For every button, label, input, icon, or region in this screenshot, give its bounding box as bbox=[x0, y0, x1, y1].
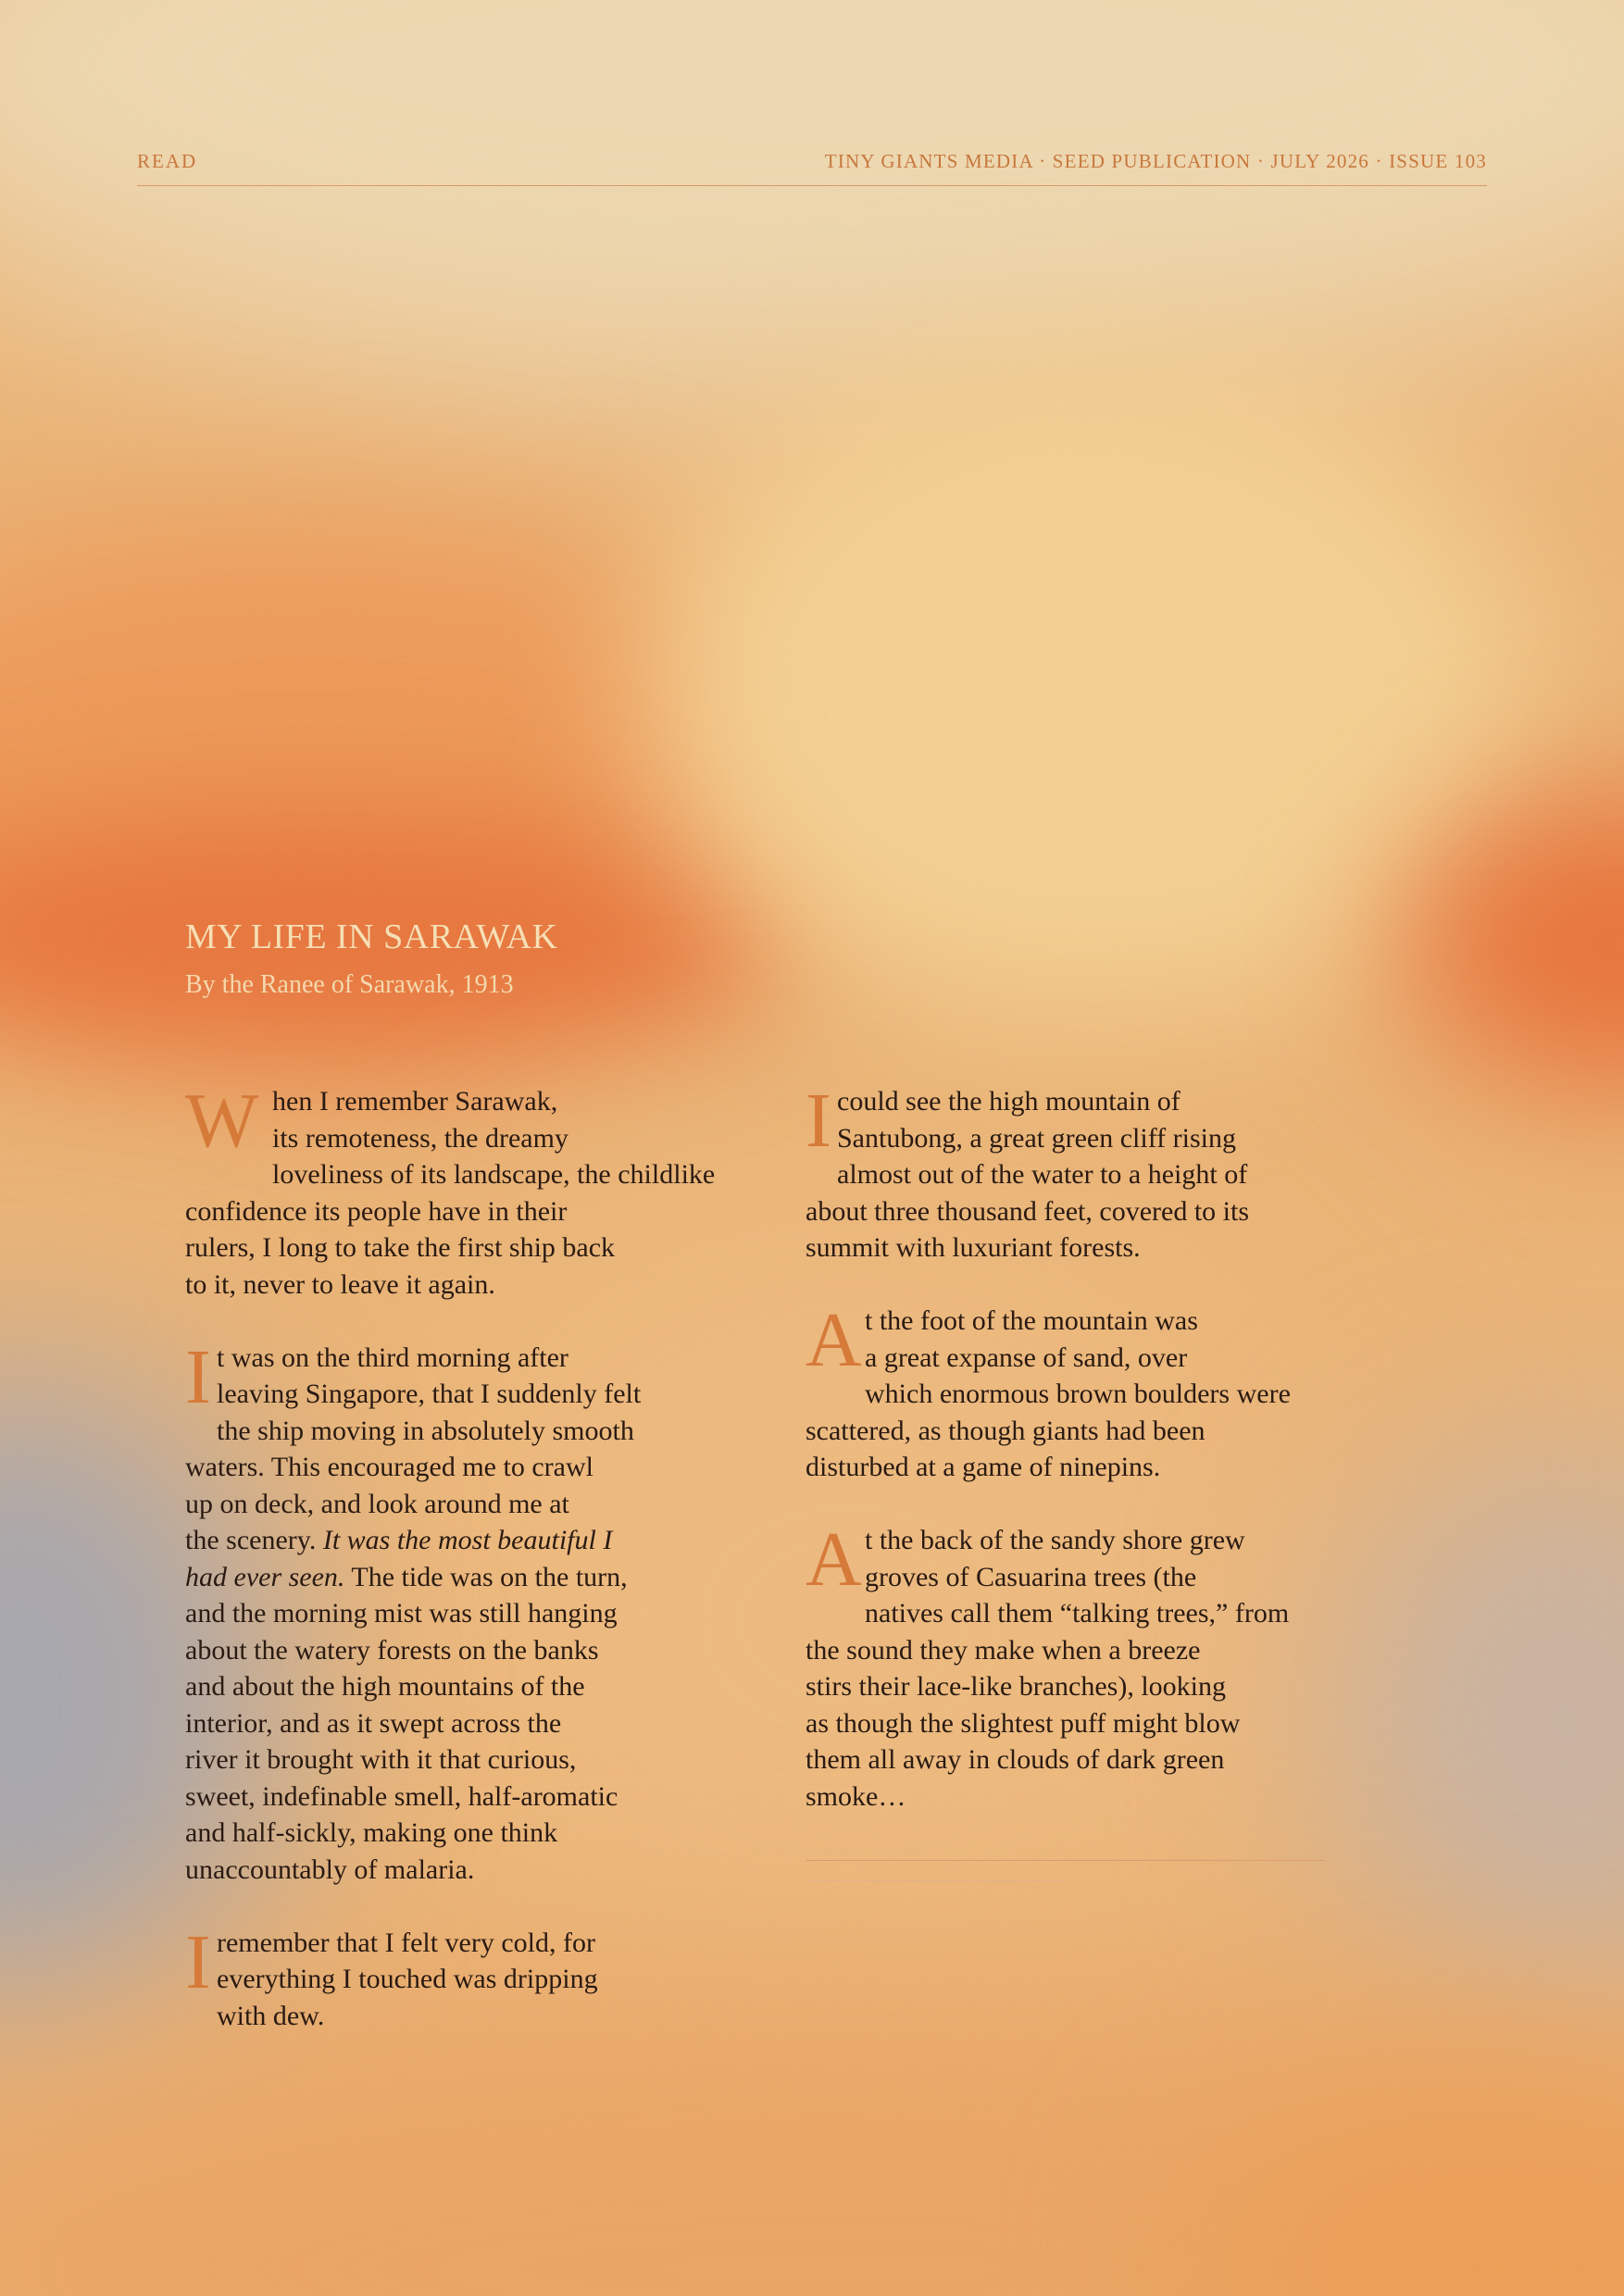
text-line: rulers, I long to take the first ship back bbox=[185, 1232, 616, 1263]
text-line: and the morning mist was still hanging bbox=[185, 1598, 618, 1628]
text-line: confidence its people have in their bbox=[185, 1195, 568, 1227]
text-line: summit with luxuriant forests. bbox=[806, 1232, 1141, 1263]
text-line: which enormous brown boulders were bbox=[865, 1379, 1291, 1409]
section-label: READ bbox=[137, 150, 198, 172]
drop-cap: A bbox=[806, 1516, 862, 1603]
text-line: t the foot of the mountain was bbox=[865, 1305, 1198, 1336]
text-line: everything I touched was dripping bbox=[217, 1964, 598, 1994]
drop-cap: I bbox=[806, 1078, 831, 1164]
text-plain: The tide was on the turn, bbox=[344, 1561, 628, 1592]
text-line bbox=[185, 1522, 704, 1559]
drop-cap: A bbox=[806, 1297, 862, 1383]
text-line: the sound they make when a breeze bbox=[806, 1634, 1201, 1666]
text-line: its remoteness, the dreamy bbox=[272, 1122, 568, 1154]
text-line: t was on the third morning after bbox=[217, 1341, 568, 1373]
text-line: Santubong, a great green cliff rising bbox=[837, 1122, 1236, 1154]
text-line: stirs their lace-like branches), looking bbox=[806, 1671, 1227, 1702]
text-line: with dew. bbox=[217, 2000, 325, 2031]
text-line: river it brought with it that curious, bbox=[185, 1744, 577, 1775]
text-line: t the back of the sandy shore grew bbox=[865, 1525, 1245, 1555]
text-line: about three thousand feet, covered to its bbox=[806, 1195, 1250, 1227]
paragraph bbox=[185, 1078, 716, 1303]
text-line: and half-sickly, making one think bbox=[185, 1817, 558, 1848]
paragraph bbox=[806, 1078, 1324, 1267]
text-line: leaving Singapore, that I suddenly felt bbox=[217, 1379, 642, 1409]
text-line: groves of Casuarina trees (the bbox=[865, 1561, 1197, 1592]
text-line: disturbed at a game of ninepins. bbox=[806, 1452, 1161, 1482]
paragraph bbox=[806, 1516, 1324, 1815]
text-line: almost out of the water to a height of bbox=[837, 1159, 1248, 1190]
text-line: interior, and as it swept across the bbox=[185, 1707, 562, 1739]
article-byline: By the Ranee of Sarawak, 1913 bbox=[185, 970, 514, 999]
text-line: them all away in clouds of dark green bbox=[806, 1744, 1225, 1775]
text-line: could see the high mountain of bbox=[837, 1086, 1181, 1117]
text-line: waters. This encouraged me to crawl bbox=[185, 1452, 593, 1482]
paragraph bbox=[806, 1297, 1324, 1486]
text-italic: It was the most beautiful I bbox=[322, 1525, 613, 1555]
right-column bbox=[806, 1078, 1324, 1852]
text-line: the ship moving in absolutely smooth bbox=[217, 1415, 634, 1446]
text-italic: had ever seen. bbox=[185, 1561, 345, 1592]
paragraph bbox=[185, 1333, 704, 1889]
text-line: as though the slightest puff might blow bbox=[806, 1707, 1241, 1739]
drop-cap: I bbox=[185, 1918, 211, 2005]
text-line: scattered, as though giants had been bbox=[806, 1415, 1206, 1446]
drop-cap: I bbox=[185, 1333, 211, 1420]
left-column bbox=[185, 1078, 716, 2071]
publication-info: TINY GIANTS MEDIA · SEED PUBLICATION · JULY 2026 · ISSUE 103 bbox=[824, 150, 1487, 172]
text-plain: the scenery. bbox=[185, 1525, 323, 1555]
paragraph bbox=[185, 1918, 704, 2035]
text-line: and about the high mountains of the bbox=[185, 1671, 585, 1702]
text-line: unaccountably of malaria. bbox=[185, 1853, 475, 1885]
text-line: loveliness of its landscape, the childlike bbox=[272, 1159, 716, 1190]
text-line: sweet, indefinable smell, half-aromatic bbox=[185, 1780, 618, 1812]
text-line: to it, never to leave it again. bbox=[185, 1268, 495, 1300]
end-rule bbox=[806, 1860, 1324, 1861]
drop-cap: W bbox=[185, 1078, 259, 1164]
end-rule-short bbox=[806, 1880, 1065, 1881]
text-line: remember that I felt very cold, for bbox=[217, 1927, 595, 1958]
text-line: natives call them “talking trees,” from bbox=[865, 1598, 1290, 1628]
article-title: MY LIFE IN SARAWAK bbox=[185, 917, 558, 956]
page-header bbox=[137, 150, 1487, 186]
text-line bbox=[185, 1559, 704, 1596]
text-line: smoke… bbox=[806, 1780, 906, 1812]
text-line: a great expanse of sand, over bbox=[865, 1341, 1188, 1373]
text-line: hen I remember Sarawak, bbox=[272, 1086, 558, 1117]
text-line: about the watery forests on the banks bbox=[185, 1634, 599, 1666]
text-line: up on deck, and look around me at bbox=[185, 1488, 569, 1519]
